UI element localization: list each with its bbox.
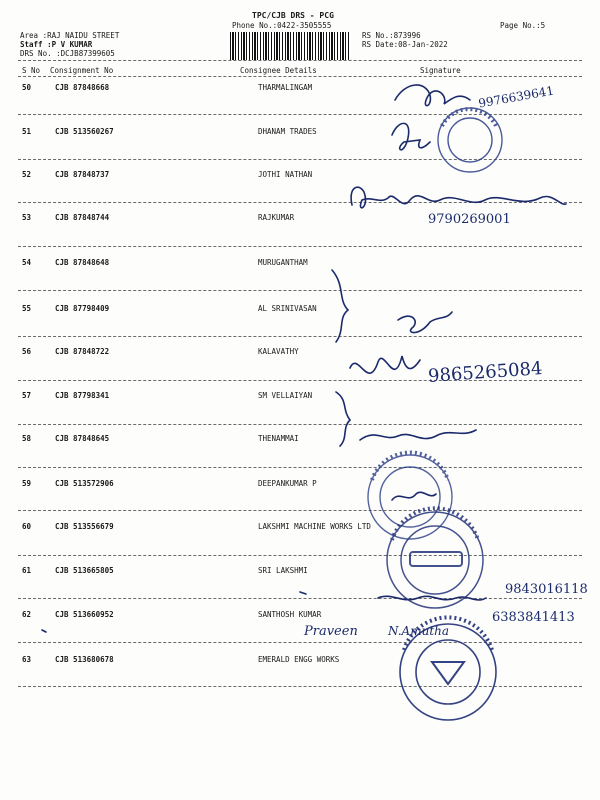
row-consignment: CJB 87798341: [55, 391, 110, 400]
row-consignee: LAKSHMI MACHINE WORKS LTD: [258, 522, 371, 531]
col-sno: S No: [22, 66, 41, 75]
row-consignment: CJB 87848737: [55, 170, 110, 179]
row-sno: 53: [22, 213, 32, 222]
hand-name-praveen: Praveen: [304, 624, 358, 639]
row-consignment: CJB 87848722: [55, 347, 110, 356]
row-divider: [18, 598, 582, 599]
drs-number: DRS No. :DCJB87399605: [20, 49, 115, 58]
row-sno: 52: [22, 170, 32, 179]
row-sno: 63: [22, 655, 32, 664]
signature-58: [360, 430, 476, 440]
row-divider: [18, 424, 582, 425]
row-consignee: THENAMMAI: [258, 434, 299, 443]
col-signature: Signature: [420, 66, 461, 75]
signature-55: [398, 312, 452, 333]
row-consignee: EMERALD ENGG WORKS: [258, 655, 340, 664]
area-label: Area :RAJ NAIDU STREET: [20, 31, 120, 40]
row-sno: 60: [22, 522, 32, 531]
row-sno: 55: [22, 304, 32, 313]
signature-51: [392, 123, 430, 149]
row-divider: [18, 686, 582, 687]
signature-56: [350, 356, 420, 373]
row-sno: 56: [22, 347, 32, 356]
row-sno: 50: [22, 83, 32, 92]
hand-phone-3: 9865265084: [427, 358, 544, 387]
staff-label: Staff :P V KUMAR: [20, 40, 93, 49]
stamp-dhanam: [438, 108, 502, 172]
row-sno: 51: [22, 127, 32, 136]
row-sno: 59: [22, 479, 32, 488]
row-divider: [18, 510, 582, 511]
row-consignment: CJB 513660952: [55, 610, 114, 619]
phone-number: Phone No.:0422-3505555: [232, 21, 332, 30]
row-consignment: CJB 87848648: [55, 258, 110, 267]
row-divider: [18, 642, 582, 643]
pen-mark: [42, 630, 46, 632]
row-consignee: JOTHI NATHAN: [258, 170, 313, 179]
row-consignee: KALAVATHY: [258, 347, 299, 356]
row-divider: [18, 336, 582, 337]
row-consignment: CJB 513572906: [55, 479, 114, 488]
row-sno: 54: [22, 258, 32, 267]
row-consignment: CJB 87848744: [55, 213, 110, 222]
row-consignment: CJB 513560267: [55, 127, 114, 136]
row-consignee: RAJKUMAR: [258, 213, 295, 222]
row-consignee: MURUGANTHAM: [258, 258, 308, 267]
row-divider: [18, 555, 582, 556]
row-divider: [18, 159, 582, 160]
row-divider: [18, 290, 582, 291]
row-consignee: SM VELLAIYAN: [258, 391, 313, 400]
row-consignment: CJB 513556679: [55, 522, 114, 531]
row-consignee: SANTHOSH KUMAR: [258, 610, 322, 619]
col-consignee: Consignee Details: [240, 66, 317, 75]
row-consignment: CJB 87848668: [55, 83, 110, 92]
stamp-security: [387, 508, 483, 608]
header-divider: [18, 60, 582, 61]
row-consignee: AL SRINIVASAN: [258, 304, 317, 313]
row-sno: 58: [22, 434, 32, 443]
stamp-lakshmi: [368, 452, 452, 539]
brace-mark: [336, 392, 350, 446]
column-divider: [18, 76, 582, 77]
row-sno: 57: [22, 391, 32, 400]
brace-mark: [332, 270, 348, 342]
rs-number: RS No.:873996: [362, 31, 421, 40]
hand-phone-5: 6383841413: [492, 610, 575, 625]
row-divider: [18, 246, 582, 247]
row-divider: [18, 202, 582, 203]
row-sno: 62: [22, 610, 32, 619]
signature-50: [395, 85, 470, 106]
doc-title: TPC/CJB DRS - PCG: [252, 11, 334, 20]
signature-52: [351, 187, 566, 208]
row-consignment: CJB 513680678: [55, 655, 114, 664]
row-consignee: SRI LAKSHMI: [258, 566, 308, 575]
row-consignment: CJB 513665805: [55, 566, 114, 575]
row-consignment: CJB 87798409: [55, 304, 110, 313]
row-consignee: DHANAM TRADES: [258, 127, 317, 136]
hand-phone-4: 9843016118: [505, 582, 588, 597]
signature-59: [392, 492, 436, 500]
hand-name-amutha: N.Amutha: [388, 624, 450, 638]
hand-phone-2: 9790269001: [428, 212, 511, 227]
barcode: [230, 32, 350, 60]
row-consignee: THARMALINGAM: [258, 83, 313, 92]
row-divider: [18, 467, 582, 468]
row-sno: 61: [22, 566, 32, 575]
row-consignee: DEEPANKUMAR P: [258, 479, 317, 488]
row-divider: [18, 114, 582, 115]
row-consignment: CJB 87848645: [55, 434, 110, 443]
page-number: Page No.:5: [500, 21, 546, 30]
col-consignment: Consignment No: [50, 66, 114, 75]
hand-phone-1: 9976639641: [477, 83, 555, 111]
pen-mark: [300, 592, 306, 594]
rs-date: RS Date:08-Jan-2022: [362, 40, 448, 49]
